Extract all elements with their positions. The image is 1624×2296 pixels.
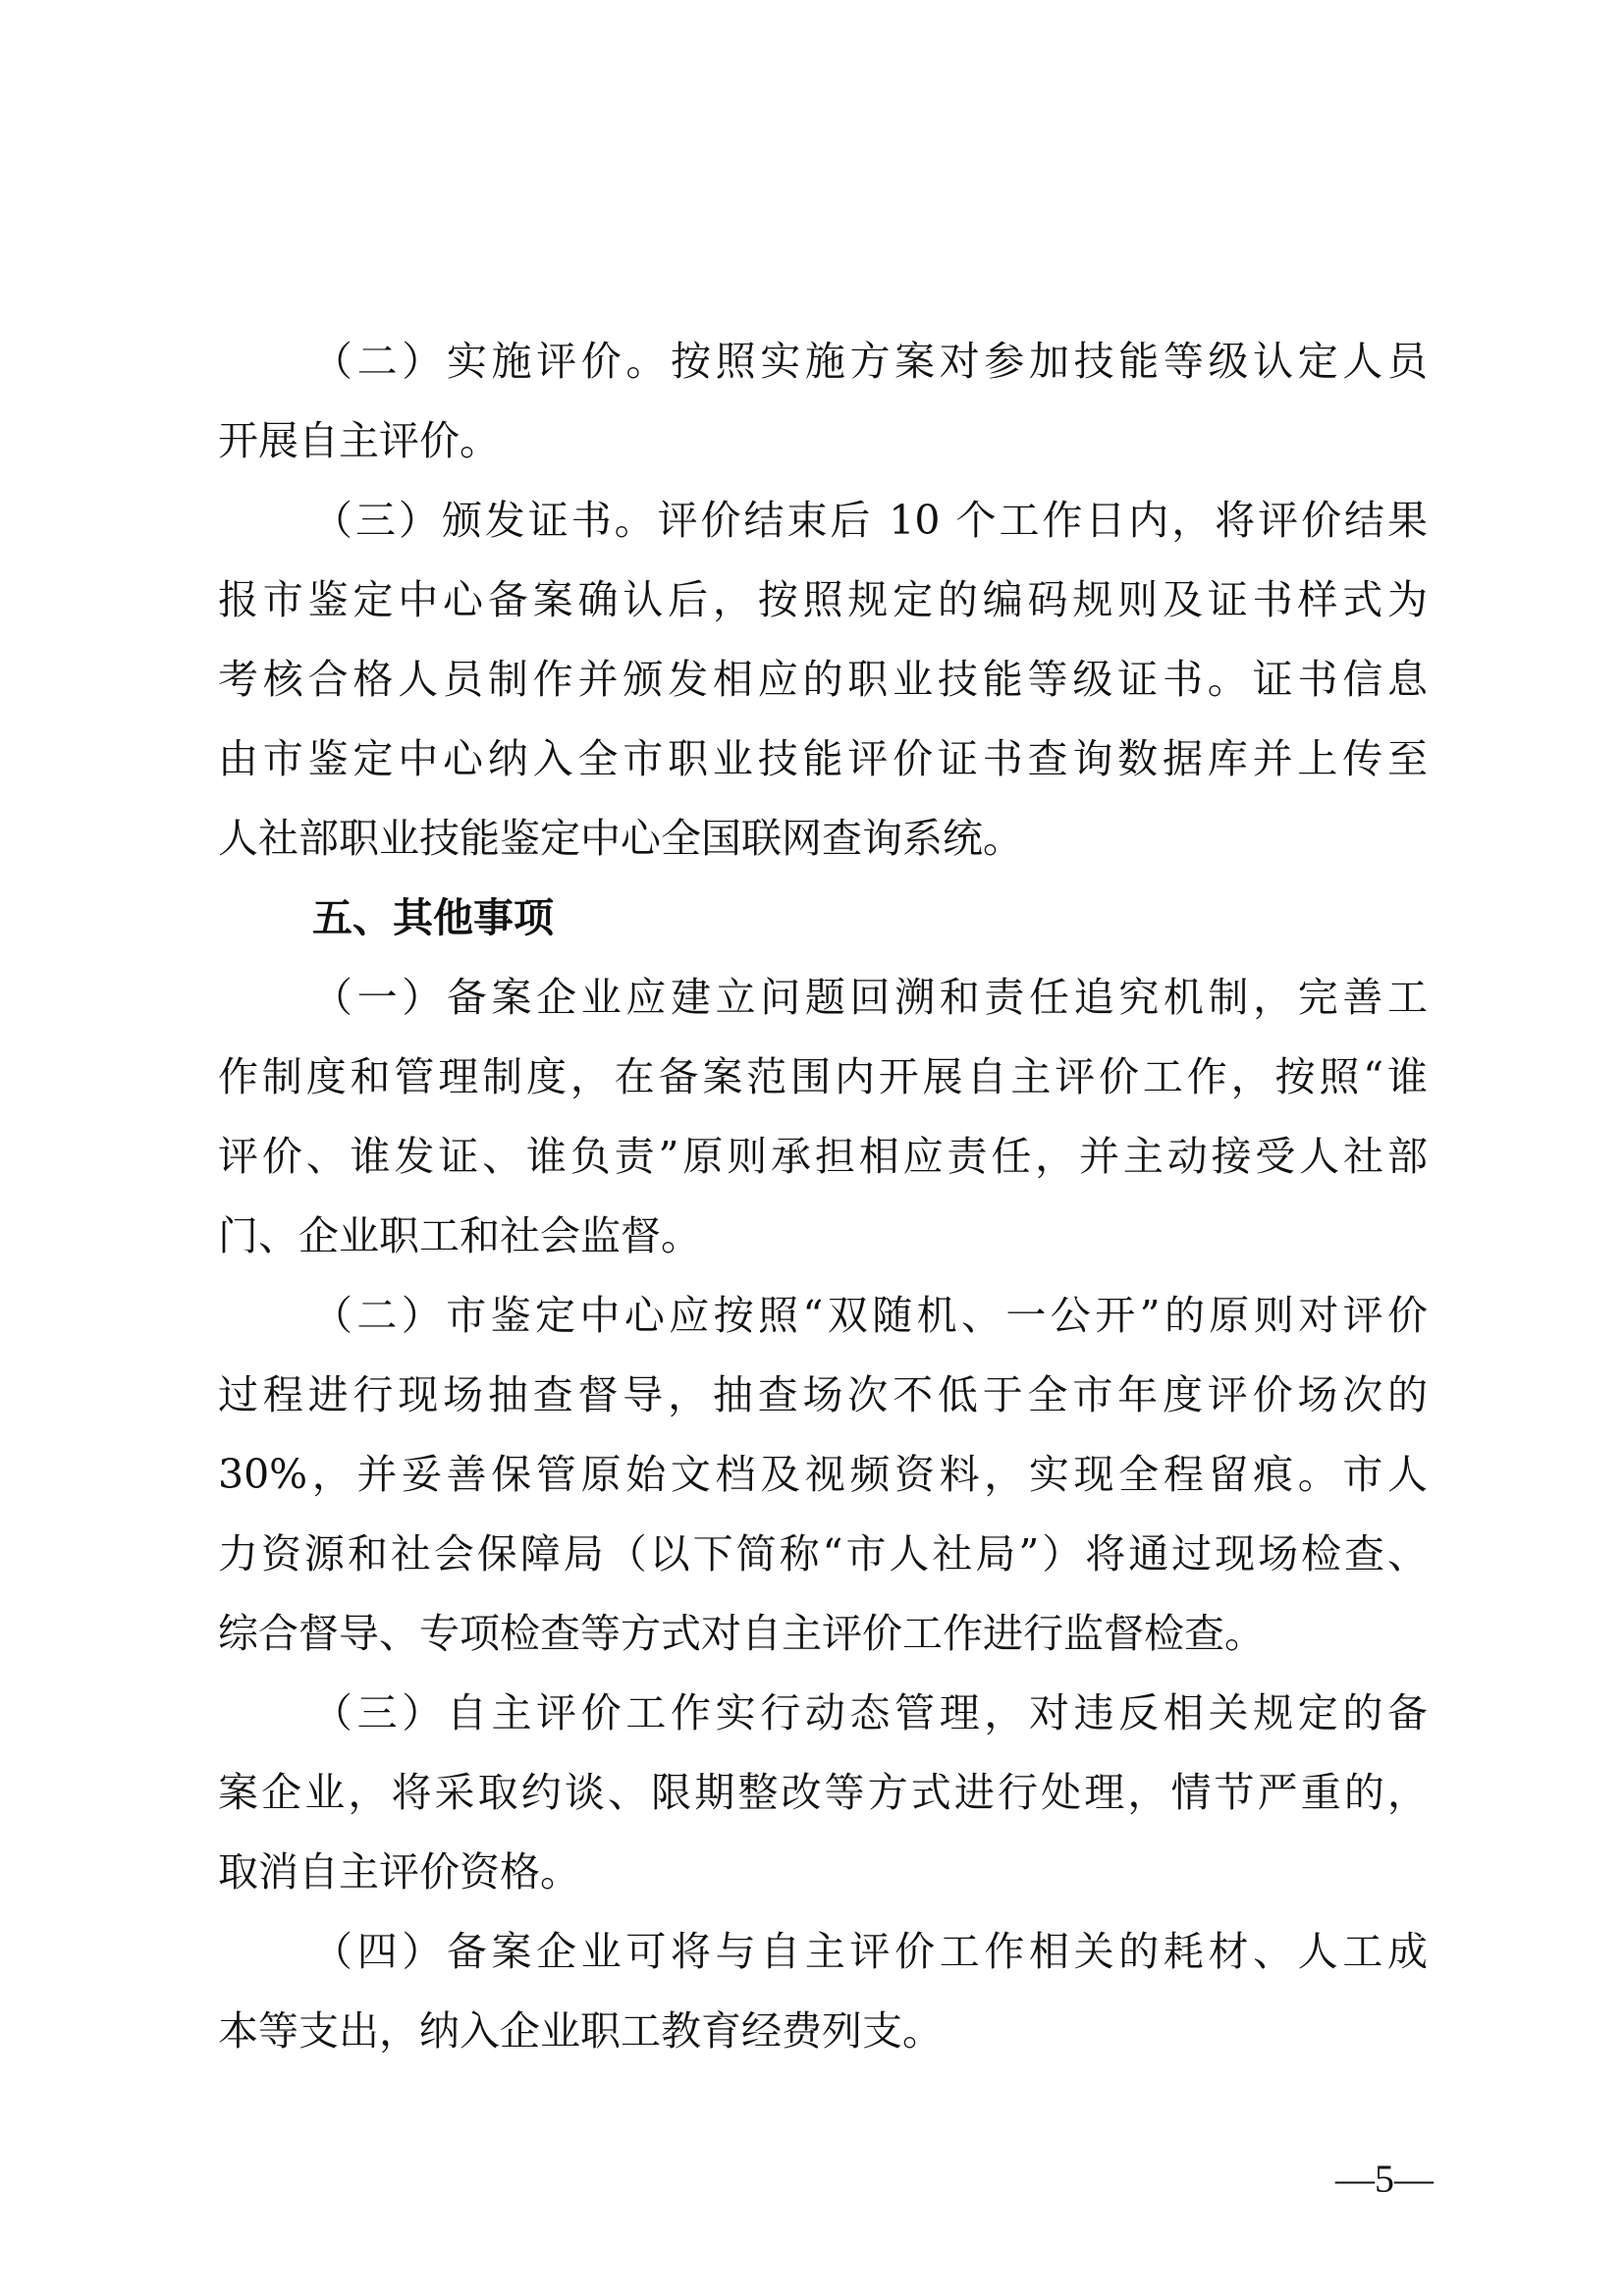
page-number: —5—: [1335, 2157, 1434, 2201]
body-line: 过程进行现场抽查督导，抽查场次不低于全市年度评价场次的: [218, 1371, 1428, 1418]
body-line: 开展自主评价。: [218, 417, 500, 464]
body-line: 人社部职业技能鉴定中心全国联网查询系统。: [218, 815, 1023, 862]
body-line: （二）市鉴定中心应按照“双随机、一公开”的原则对评价: [312, 1292, 1428, 1339]
body-line: 案企业，将采取约谈、限期整改等方式进行处理，情节严重的，: [218, 1769, 1428, 1816]
body-line: （二）实施评价。按照实施方案对参加技能等级认定人员: [312, 338, 1428, 385]
body-line: （三）自主评价工作实行动态管理，对违反相关规定的备: [312, 1689, 1428, 1736]
body-line: 考核合格人员制作并颁发相应的职业技能等级证书。证书信息: [218, 656, 1428, 703]
body-line: 综合督导、专项检查等方式对自主评价工作进行监督检查。: [218, 1610, 1265, 1657]
body-line: 力资源和社会保障局（以下简称“市人社局”）将通过现场检查、: [218, 1530, 1428, 1577]
body-line: 评价、谁发证、谁负责”原则承担相应责任，并主动接受人社部: [218, 1133, 1428, 1180]
body-line: 本等支出，纳入企业职工教育经费列支。: [218, 2007, 943, 2055]
body-line: （四）备案企业可将与自主评价工作相关的耗材、人工成: [312, 1928, 1428, 1975]
body-line: 取消自主评价资格。: [218, 1848, 580, 1896]
body-line: 作制度和管理制度，在备案范围内开展自主评价工作，按照“谁: [218, 1053, 1428, 1100]
body-line: 由市鉴定中心纳入全市职业技能评价证书查询数据库并上传至: [218, 735, 1428, 782]
body-line: 报市鉴定中心备案确认后，按照规定的编码规则及证书样式为: [218, 576, 1428, 623]
section-heading: 五、其他事项: [312, 894, 554, 941]
body-line: 门、企业职工和社会监督。: [218, 1212, 701, 1259]
body-line: （一）备案企业应建立问题回溯和责任追究机制，完善工: [312, 974, 1428, 1021]
body-line: 30%，并妥善保管原始文档及视频资料，实现全程留痕。市人: [218, 1451, 1428, 1498]
body-line: （三）颁发证书。评价结束后 10 个工作日内，将评价结果: [312, 497, 1428, 544]
